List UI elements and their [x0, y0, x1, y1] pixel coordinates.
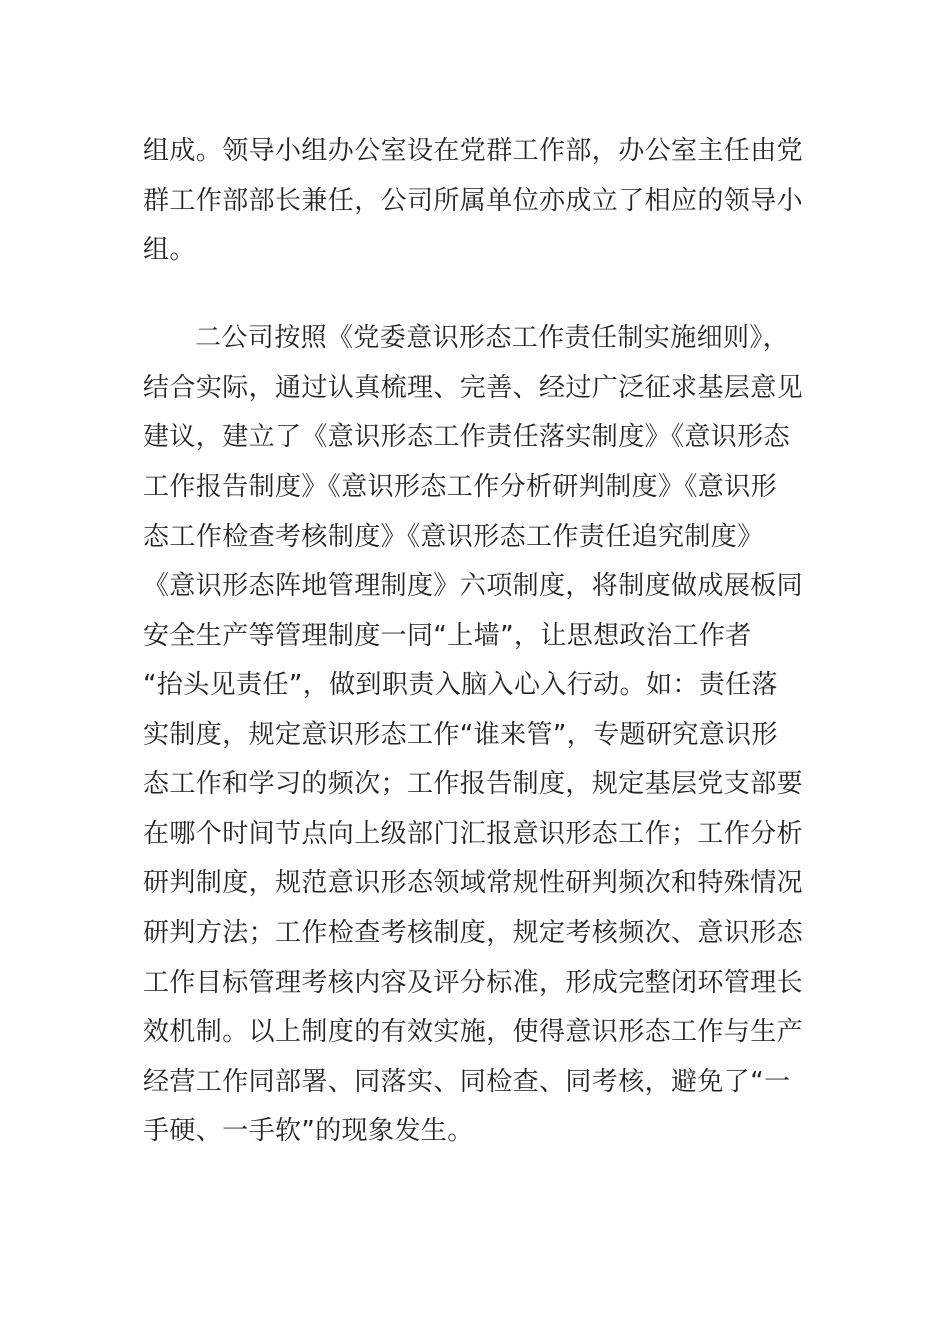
text-line: 态工作和学习的频次；工作报告制度，规定基层党支部要 — [143, 769, 804, 799]
text-line: 组。 — [143, 235, 196, 265]
text-line: 工作报告制度》《意识形态工作分析研判制度》《意识形 — [143, 472, 778, 502]
text-line: 研判制度，规范意识形态领域常规性研判频次和特殊情况 — [143, 868, 804, 898]
text-line: 效机制。以上制度的有效实施，使得意识形态工作与生产 — [143, 1017, 804, 1047]
text-line: 《意识形态阵地管理制度》六项制度，将制度做成展板同 — [143, 571, 804, 601]
text-line: 结合实际，通过认真梳理、完善、经过广泛征求基层意见 — [143, 373, 804, 403]
text-line: 组成。领导小组办公室设在党群工作部，办公室主任由党 — [143, 136, 804, 166]
text-line: 二公司按照《党委意识形态工作责任制实施细则》， — [195, 323, 790, 353]
text-line: 实制度，规定意识形态工作“谁来管”，专题研究意识形 — [143, 720, 778, 750]
text-line: 在哪个时间节点向上级部门汇报意识形态工作；工作分析 — [143, 819, 804, 849]
text-line: 工作目标管理考核内容及评分标准，形成完整闭环管理长 — [143, 968, 804, 998]
text-line: 手硬、一手软”的现象发生。 — [143, 1116, 474, 1146]
text-line: 安全生产等管理制度一同“上墙”，让思想政治工作者 — [143, 621, 752, 651]
text-line: 态工作检查考核制度》《意识形态工作责任追究制度》 — [143, 522, 764, 552]
text-line: 经营工作同部署、同落实、同检查、同考核，避免了“一 — [143, 1067, 791, 1097]
text-line: 群工作部部长兼任，公司所属单位亦成立了相应的领导小 — [143, 186, 804, 216]
text-line: 研判方法；工作检查考核制度，规定考核频次、意识形态 — [143, 918, 804, 948]
text-line: 建议，建立了《意识形态工作责任落实制度》《意识形态 — [143, 422, 791, 452]
text-line: “抬头见责任”，做到职责入脑入心入行动。如：责任落 — [143, 670, 778, 700]
